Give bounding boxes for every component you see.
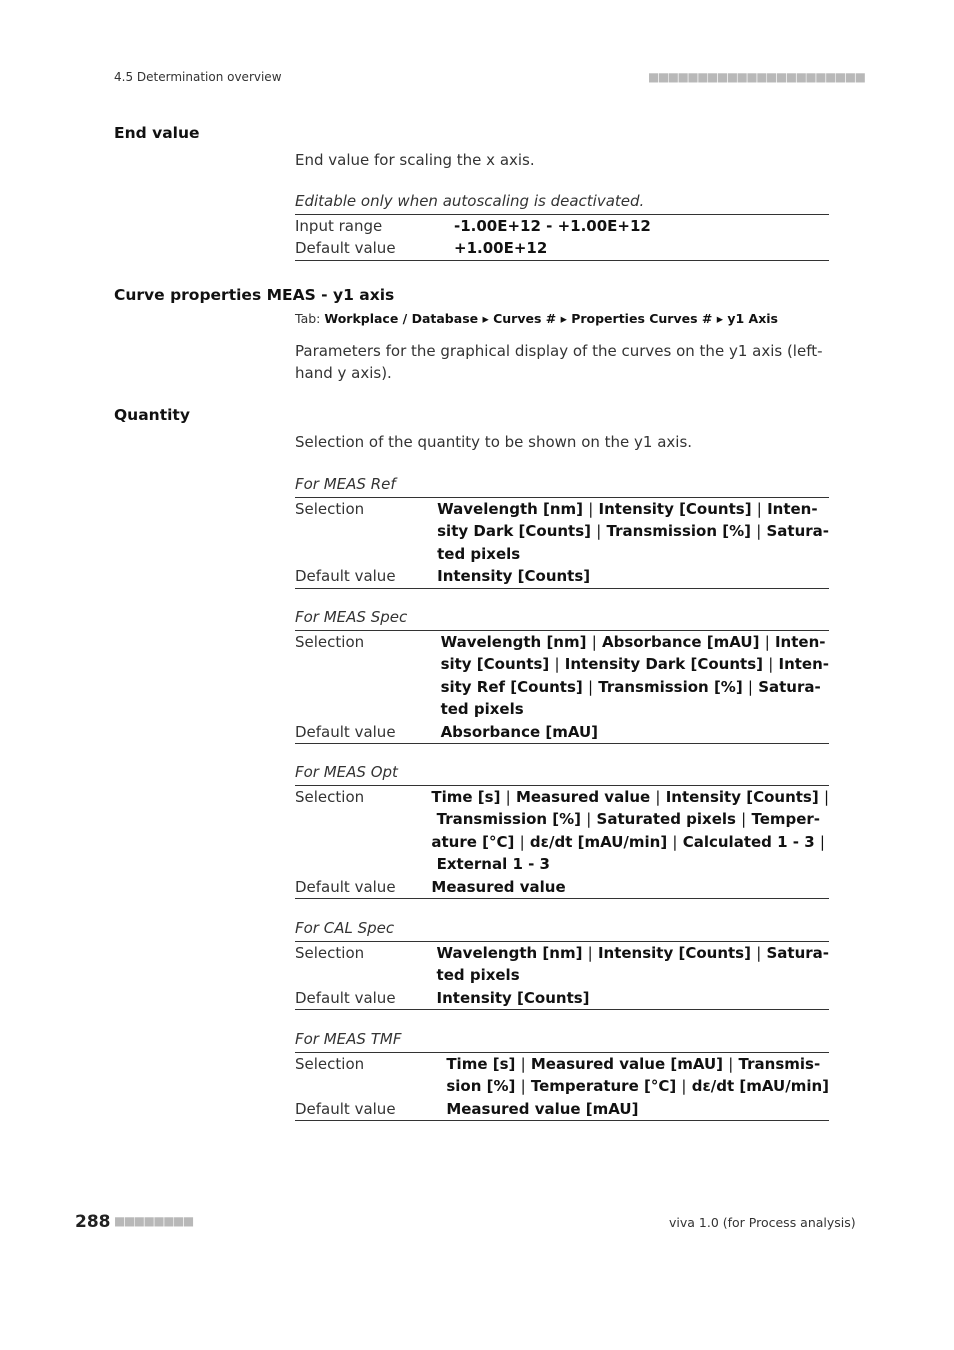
selection-line: Wavelength [nm] | Intensity [Counts] | Satura-: [436, 944, 829, 962]
selection-line: Wavelength [nm] | Absorbance [mAU] | Inten-: [440, 633, 826, 651]
end-value-note: Editable only when autoscaling is deactivated.: [295, 192, 645, 210]
selection-options: [437, 942, 829, 987]
heading-end-value: End value: [114, 124, 200, 142]
selection-line: sity Ref [Counts] | Transmission [%] | Satura-: [440, 677, 821, 696]
default-value: Measured value [mAU]: [446, 1099, 639, 1118]
group-title: For MEAS Ref: [295, 475, 396, 493]
tab-path-line: [295, 311, 778, 326]
selection-options: [431, 786, 829, 876]
default-value: Intensity [Counts]: [437, 567, 591, 586]
selection-line: ted pixels: [440, 700, 524, 719]
group-title: For MEAS Opt: [295, 763, 398, 781]
selection-line: sity [Counts] | Intensity Dark [Counts] | Inten-: [440, 655, 829, 674]
row-label: Default value: [295, 239, 396, 258]
selection-line: sity Dark [Counts] | Transmission [%] | Satura-: [437, 522, 829, 541]
selection-options: [441, 631, 829, 721]
default-label: Default value: [295, 988, 396, 1007]
running-header-section: 4.5 Determination overview: [114, 70, 282, 84]
quantity-table: [295, 630, 829, 744]
selection-line: ature [°C] | dε/dt [mAU/min] | Calculated 1 - 3 |: [431, 832, 825, 851]
selection-options: [437, 498, 829, 566]
quantity-table: [295, 941, 829, 1010]
selection-label: Selection: [295, 788, 365, 806]
selection-line: Time [s] | Measured value | Intensity [Counts] |: [431, 788, 829, 806]
selection-label: Selection: [295, 1055, 365, 1073]
page-number: 288: [75, 1212, 111, 1232]
table-row: [295, 942, 829, 987]
selection-label: Selection: [295, 633, 365, 651]
selection-line: ted pixels: [436, 966, 520, 985]
selection-line: ted pixels: [437, 544, 521, 563]
table-row: [295, 1053, 829, 1098]
table-row: [295, 498, 829, 566]
table-row: [295, 786, 829, 876]
heading-curve-properties: Curve properties MEAS - y1 axis: [114, 286, 395, 304]
footer-decoration: ■■■■■■■■: [114, 1214, 193, 1228]
tab-path: Workplace / Database ▸ Curves # ▸ Properties Curves # ▸ y1 Axis: [324, 311, 778, 326]
default-label: Default value: [295, 567, 396, 586]
group-title: For CAL Spec: [295, 919, 395, 937]
selection-line: Time [s] | Measured value [mAU] | Transmis-: [446, 1055, 821, 1073]
selection-label: Selection: [295, 944, 365, 962]
table-row: [295, 1098, 829, 1121]
default-label: Default value: [295, 1099, 396, 1118]
table-row: [295, 215, 829, 238]
table-row: [295, 237, 829, 260]
end-value-description: End value for scaling the x axis.: [295, 151, 535, 169]
default-value: Absorbance [mAU]: [440, 722, 599, 741]
default-value: Intensity [Counts]: [436, 988, 590, 1007]
selection-line: Transmission [%] | Saturated pixels | Temper-: [431, 810, 821, 829]
default-label: Default value: [295, 722, 396, 741]
quantity-description: Selection of the quantity to be shown on the y1 axis.: [295, 433, 693, 451]
selection-options: [446, 1053, 829, 1098]
selection-label: Selection: [295, 500, 365, 518]
heading-quantity: Quantity: [114, 406, 190, 424]
group-title: For MEAS Spec: [295, 608, 408, 626]
quantity-table: [295, 785, 829, 899]
row-label: Input range: [295, 217, 383, 235]
row-value: +1.00E+12: [454, 239, 548, 258]
selection-line: Wavelength [nm] | Intensity [Counts] | Inten-: [437, 500, 818, 518]
row-value: -1.00E+12 - +1.00E+12: [454, 217, 651, 235]
default-label: Default value: [295, 877, 396, 896]
curve-properties-description: Parameters for the graphical display of the curves on the y1 axis (left-hand y axis).: [295, 342, 823, 382]
table-row: [295, 987, 829, 1010]
selection-line: External 1 - 3: [431, 855, 550, 874]
quantity-table: [295, 497, 829, 589]
table-row: [295, 721, 829, 744]
end-value-table: [295, 214, 829, 261]
selection-line: sion [%] | Temperature [°C] | dε/dt [mAU/min]: [446, 1077, 829, 1096]
header-decoration: ■■■■■■■■■■■■■■■■■■■■■■: [648, 70, 865, 84]
table-row: [295, 631, 829, 721]
group-title: For MEAS TMF: [295, 1030, 402, 1048]
table-row: [295, 565, 829, 588]
default-value: Measured value: [431, 877, 566, 896]
product-name: viva 1.0 (for Process analysis): [669, 1215, 856, 1230]
tab-label: Tab:: [295, 311, 321, 326]
quantity-table: [295, 1052, 829, 1121]
table-row: [295, 876, 829, 899]
